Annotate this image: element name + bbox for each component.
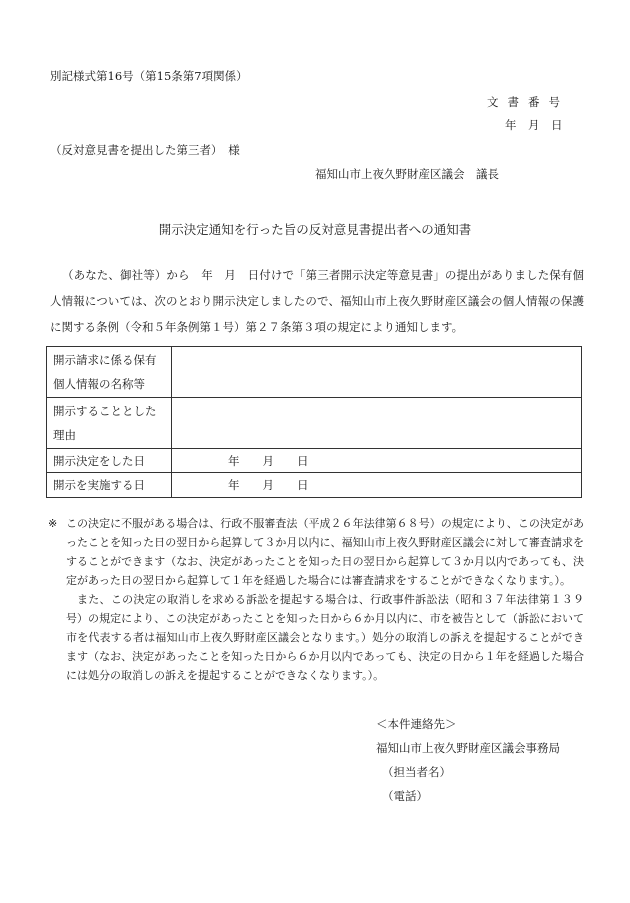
table-row-value: 年 月 日 — [172, 473, 582, 498]
table-row — [47, 449, 582, 473]
form-number: 別記様式第16号（第15条第7項関係） — [50, 69, 248, 83]
contact-person: （担当者名） — [382, 765, 451, 779]
notice-body: （あなた、御社等）から 年 月 日付けで「第三者開示決定等意見書」の提出がありました保有個人情報については、次のとおり開示決定しましたので、福知山市上夜久野財産区議会の個人情報の保護に関する条例（令和５年条例第１号）第２７条第３項の規定により通知します。 — [50, 268, 584, 334]
contact-block — [376, 712, 560, 808]
table-row-label: 開示請求に係る保有個人情報の名称等 — [47, 347, 172, 398]
note-mark: ※ — [48, 517, 58, 530]
document-date-label: 年 月 日 — [505, 118, 563, 132]
contact-heading: ＜本件連絡先＞ — [376, 717, 457, 731]
contact-office: 福知山市上夜久野財産区議会事務局 — [376, 741, 560, 755]
table-row-value — [172, 347, 582, 398]
note-paragraph-review: この決定に不服がある場合は、行政不服審査法（平成２６年法律第６８号）の規定により、この決定があったことを知った日の翌日から起算して３か月以内に、福知山市上夜久野財産区議会に対して審査請求をすることができます（なお、決定があったことを知った日の翌日から起算して３か月以内であっても、決定があった日の翌日から起算して１年を経過した場合には審査請求をすることができなくなります。）。 — [66, 517, 584, 587]
table-row — [47, 473, 582, 498]
recipient-line: （反対意見書を提出した第三者） 様 — [50, 143, 240, 157]
table-row-label: 開示することとした理由 — [47, 398, 172, 449]
table-row — [47, 347, 582, 398]
table-row-label: 開示決定をした日 — [47, 449, 172, 473]
table-row — [47, 398, 582, 449]
document-title: 開示決定通知を行った旨の反対意見書提出者への通知書 — [158, 222, 472, 237]
table-row-label: 開示を実施する日 — [47, 473, 172, 498]
table-row-value — [172, 398, 582, 449]
table-row-value: 年 月 日 — [172, 449, 582, 473]
note-paragraph-lawsuit: また、この決定の取消しを求める訴訟を提起する場合は、行政事件訴訟法（昭和３７年法律第１３９号）の規定により、この決定があったことを知った日から６か月以内に、市を被告として（訴訟において市を代表する者は福知山市上夜久野財産区議会となります。）処分の取消しの訴えを提起することができます（なお、決定があったことを知った日から６か月以内であっても、決定の日から１年を経過した場合には処分の取消しの訴えを提起することができなくなります。）。 — [66, 593, 584, 682]
sender-line: 福知山市上夜久野財産区議会 議長 — [315, 167, 499, 181]
appeal-note — [48, 514, 584, 685]
document-number-label: 文書番号 — [487, 95, 569, 109]
contact-phone: （電話） — [382, 789, 428, 803]
disclosure-table — [46, 346, 582, 498]
